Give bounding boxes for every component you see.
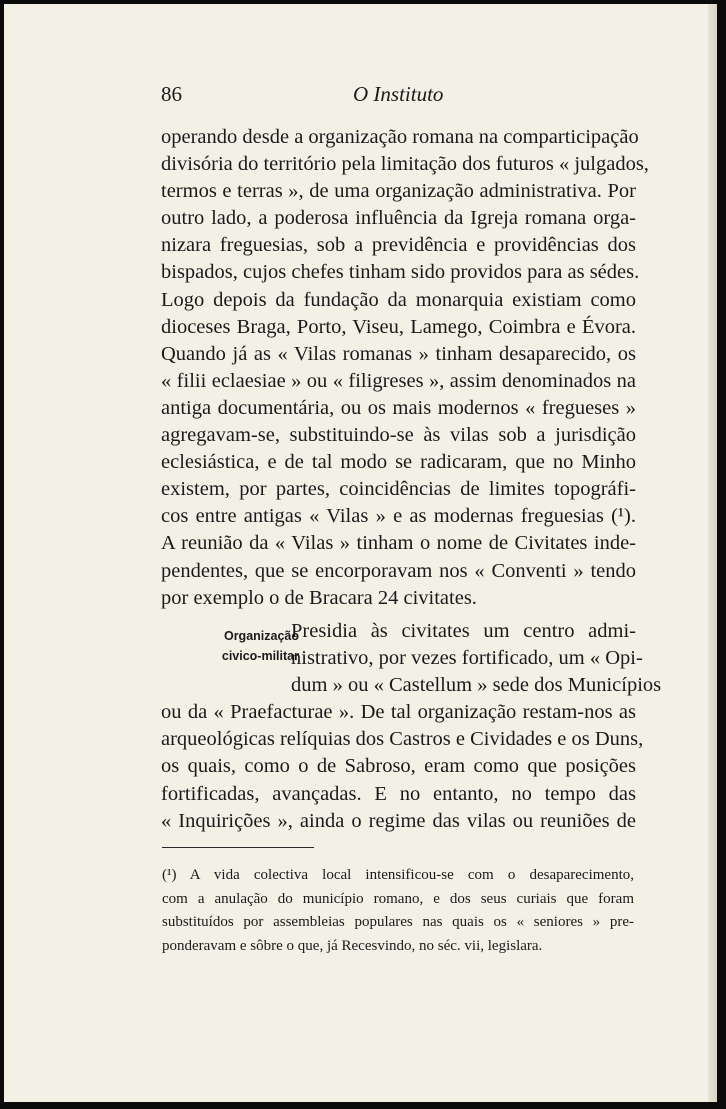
page-number: 86 [161, 82, 182, 106]
text-line: os quais, como o de Sabroso, eram como que posições [161, 755, 636, 778]
paragraph-1 [161, 124, 649, 612]
footnote-line: com a anulação do município romano, e dos seus curiais que foram [162, 890, 634, 907]
text-line: agregavam-se, substituindo-se às vilas sob a jurisdição [161, 424, 636, 447]
text-line: ou da « Praefacturae ». De tal organização restam-nos as [161, 701, 636, 724]
text-line: A reunião da « Vilas » tinham o nome de Civitates inde- [161, 532, 636, 555]
text-line: fortificadas, avançadas. E no entanto, no tempo das [161, 782, 636, 805]
text-line: « Inquirições », ainda o regime das vilas ou reuniões de [161, 809, 636, 832]
page-header [161, 82, 636, 112]
indented-block [291, 618, 662, 699]
section-text [161, 618, 662, 835]
text-line: dum » ou « Castellum » sede dos Municípios [291, 674, 662, 697]
text-line: pendentes, que se encorporavam nos « Conventi » tendo [161, 559, 636, 582]
text-line: cos entre antigas « Vilas » e as modernas freguesias (¹). [161, 505, 636, 528]
footnote-line: ponderavam e sôbre o que, já Recesvindo, no séc. vii, legislara. [162, 937, 543, 954]
footnote [162, 864, 634, 958]
text-line: Quando já as « Vilas romanas » tinham desaparecido, os [161, 342, 636, 365]
text-line: nistrativo, por vezes fortificado, um « Opi- [291, 647, 643, 670]
text-line: nizara freguesias, sob a previdência e providências dos [161, 234, 636, 257]
book-page [4, 4, 717, 1102]
text-line: divisória do território pela limitação dos futuros « julgados, [161, 153, 649, 176]
margin-note-line: Organização [223, 629, 299, 643]
running-title: O Instituto [353, 82, 444, 106]
footnote-rule [162, 847, 314, 848]
text-line: dioceses Braga, Porto, Viseu, Lamego, Coimbra e Évora. [161, 315, 636, 338]
page-edge-shadow [708, 4, 717, 1102]
text-line: eclesiástica, e de tal modo se radicaram, que no Minho [161, 451, 636, 474]
text-line: Presidia às civitates um centro admi- [291, 620, 636, 642]
text-line: termos e terras », de uma organização administrativa. Por [161, 180, 636, 203]
text-line: « filii eclaesiae » ou « filigreses », assim denominados na [161, 369, 636, 392]
footnote-line: substituídos por assembleias populares nas quais os « seniores » pre- [162, 914, 634, 930]
text-line: operando desde a organização romana na comparticipação [161, 126, 639, 148]
text-line: existem, por partes, coincidências de limites topográfi- [161, 478, 636, 501]
text-line: arqueológicas relíquias dos Castros e Cividades e os Duns, [161, 728, 644, 751]
text-line: Logo depois da fundação da monarquia existiam como [161, 288, 636, 311]
text-line: antiga documentária, ou os mais modernos « fregueses » [161, 396, 636, 419]
text-line: outro lado, a poderosa influência da Igreja romana orga- [161, 207, 636, 230]
text-line: por exemplo o de Bracara 24 civitates. [161, 586, 477, 609]
text-line: bispados, cujos chefes tinham sido providos para as sédes. [161, 261, 640, 284]
margin-note-line: civico-militar [221, 649, 299, 663]
footnote-line: (¹) A vida colectiva local intensificou-se com o desaparecimento, [162, 867, 634, 883]
